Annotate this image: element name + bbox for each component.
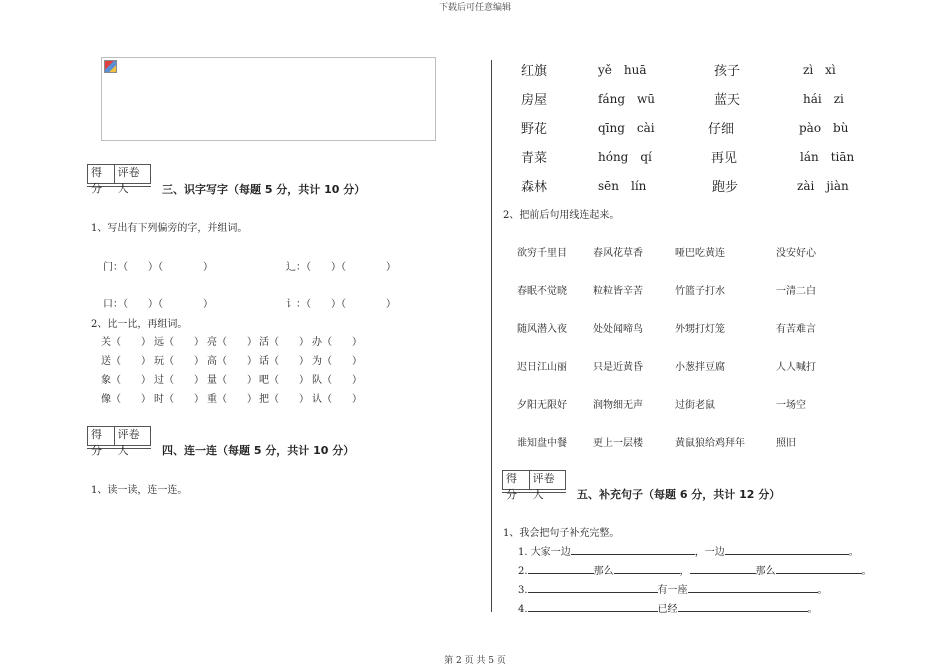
phrase-cell: 更上一层楼 xyxy=(593,438,643,449)
phrase-cell: 一场空 xyxy=(776,400,806,411)
blank[interactable] xyxy=(688,583,818,593)
match-pinyin: hái zi xyxy=(803,92,844,106)
grader-label: 评卷人 xyxy=(114,427,150,445)
fill-line-2 xyxy=(518,562,872,577)
compare-row xyxy=(101,390,365,409)
blank[interactable] xyxy=(690,564,756,574)
fill-connector: 那么 xyxy=(593,566,614,577)
match-pinyin: qīng cài xyxy=(598,121,655,135)
phrase-cell: 人人喊打 xyxy=(776,362,816,373)
phrase-cell: 润物细无声 xyxy=(593,400,643,411)
compare-cell: 认（ ） xyxy=(312,394,362,405)
image-placeholder xyxy=(101,57,436,141)
match-word: 仔细 xyxy=(708,122,735,137)
match-pinyin: yě huā xyxy=(598,63,647,77)
compare-cell: 远（ ） xyxy=(154,337,204,348)
header-note: 下载后可任意编辑 xyxy=(438,3,511,13)
fill-number: 4. xyxy=(518,604,528,615)
match-word: 野花 xyxy=(521,122,548,137)
match-pinyin: hóng qí xyxy=(598,150,652,164)
section3-q2: 2、比一比，再组词。 xyxy=(91,319,188,330)
compare-row xyxy=(101,352,365,371)
fill-line-3 xyxy=(518,581,828,596)
fill-connector: ， xyxy=(679,566,690,577)
score-label: 得分 xyxy=(506,472,517,501)
fill-end: 。 xyxy=(848,547,859,558)
phrase-cell: 迟日江山丽 xyxy=(517,362,567,373)
fill-number: 3. xyxy=(518,585,528,596)
compare-cell: 话（ ） xyxy=(259,356,309,367)
match-pinyin: zài jiàn xyxy=(797,179,849,193)
radical-chuo: 辶：（ ）（ ） xyxy=(286,262,396,273)
phrase-cell: 小葱拌豆腐 xyxy=(675,362,725,373)
compare-cell: 像（ ） xyxy=(101,394,151,405)
section4-q1: 1、读一读，连一连。 xyxy=(91,485,188,496)
fill-connector: 那么 xyxy=(755,566,776,577)
compare-cell: 量（ ） xyxy=(207,375,257,386)
compare-cell: 时（ ） xyxy=(154,394,204,405)
blank[interactable] xyxy=(678,602,808,612)
fill-end: 。 xyxy=(807,604,818,615)
compare-row xyxy=(101,371,365,390)
blank[interactable] xyxy=(528,583,658,593)
blank[interactable] xyxy=(528,564,594,574)
fill-end: 。 xyxy=(817,585,828,596)
score-box-5 xyxy=(502,470,566,501)
section3-title: 三、识字写字（每题 5 分，共计 10 分） xyxy=(162,183,366,196)
fill-end: 。 xyxy=(861,566,872,577)
phrase-cell: 春风花草香 xyxy=(593,248,643,259)
blank[interactable] xyxy=(776,564,862,574)
match-pinyin: pào bù xyxy=(799,121,849,135)
blank[interactable] xyxy=(571,545,695,555)
match-word: 跑步 xyxy=(712,180,739,195)
phrase-cell: 照旧 xyxy=(776,438,796,449)
phrase-cell: 过街老鼠 xyxy=(675,400,715,411)
section5-q1: 1、我会把句子补充完整。 xyxy=(503,528,620,539)
phrase-cell: 竹篮子打水 xyxy=(675,286,725,297)
grader-label: 评卷人 xyxy=(114,165,150,183)
phrase-cell: 没安好心 xyxy=(776,248,816,259)
phrase-cell: 春眠不觉晓 xyxy=(517,286,567,297)
score-box-3 xyxy=(87,164,151,195)
phrase-cell: 欲穷千里目 xyxy=(517,248,567,259)
phrase-cell: 外甥打灯笼 xyxy=(675,324,725,335)
compare-cell: 高（ ） xyxy=(207,356,257,367)
section3-q1: 1、写出有下列偏旁的字，并组词。 xyxy=(91,223,248,234)
phrase-cell: 只是近黄昏 xyxy=(593,362,643,373)
section5-title: 五、补充句子（每题 6 分，共计 12 分） xyxy=(577,488,781,501)
phrase-cell: 粒粒皆辛苦 xyxy=(593,286,643,297)
radical-kou: 口：（ ）（ ） xyxy=(103,299,213,310)
section4-title: 四、连一连（每题 5 分，共计 10 分） xyxy=(162,444,355,457)
match-pinyin: zì xì xyxy=(803,63,836,77)
blank[interactable] xyxy=(725,545,849,555)
compare-cell: 办（ ） xyxy=(312,337,362,348)
compare-cell: 象（ ） xyxy=(101,375,151,386)
match-word: 青菜 xyxy=(521,151,548,166)
fill-number: 2. xyxy=(518,566,528,577)
phrase-cell: 处处闻啼鸟 xyxy=(593,324,643,335)
grader-label: 评卷人 xyxy=(529,471,565,489)
score-box-4 xyxy=(87,426,151,457)
radical-yan: 讠：（ ）（ ） xyxy=(286,299,396,310)
compare-table xyxy=(101,333,365,409)
compare-cell: 送（ ） xyxy=(101,356,151,367)
phrase-cell: 有苦难言 xyxy=(776,324,816,335)
phrase-cell: 黄鼠狼给鸡拜年 xyxy=(675,438,745,449)
compare-cell: 把（ ） xyxy=(259,394,309,405)
compare-cell: 玩（ ） xyxy=(154,356,204,367)
blank[interactable] xyxy=(614,564,680,574)
compare-cell: 重（ ） xyxy=(207,394,257,405)
phrase-cell: 夕阳无限好 xyxy=(517,400,567,411)
phrase-cell: 一清二白 xyxy=(776,286,816,297)
phrase-cell: 哑巴吃黄连 xyxy=(675,248,725,259)
match-word: 红旗 xyxy=(521,64,548,79)
match-word: 蓝天 xyxy=(714,93,741,108)
match-word: 孩子 xyxy=(714,64,741,79)
compare-cell: 队（ ） xyxy=(312,375,362,386)
column-divider xyxy=(491,60,492,612)
compare-cell: 吧（ ） xyxy=(259,375,309,386)
match-word: 森林 xyxy=(521,180,548,195)
blank[interactable] xyxy=(528,602,658,612)
match-word: 再见 xyxy=(711,151,738,166)
match-pinyin: lán tiān xyxy=(800,150,855,164)
compare-cell: 活（ ） xyxy=(259,337,309,348)
fill-connector: ，一边 xyxy=(694,547,725,558)
score-label: 得分 xyxy=(91,428,102,457)
fill-number: 1. 大家一边 xyxy=(518,547,571,558)
match-pinyin: sēn lín xyxy=(598,179,647,193)
fill-connector: 有一座 xyxy=(657,585,688,596)
fill-line-1 xyxy=(518,543,859,558)
phrase-cell: 谁知盘中餐 xyxy=(517,438,567,449)
compare-cell: 为（ ） xyxy=(312,356,362,367)
compare-cell: 关（ ） xyxy=(101,337,151,348)
fill-connector: 已经 xyxy=(657,604,678,615)
match-pinyin: fáng wū xyxy=(598,92,656,106)
page-footer: 第 2 页 共 5 页 xyxy=(444,656,506,666)
score-label: 得分 xyxy=(91,166,102,195)
connect-q2: 2、把前后句用线连起来。 xyxy=(503,210,620,221)
phrase-cell: 随风潜入夜 xyxy=(517,324,567,335)
match-word: 房屋 xyxy=(521,93,548,108)
fill-line-4 xyxy=(518,600,818,615)
compare-cell: 亮（ ） xyxy=(207,337,257,348)
compare-cell: 过（ ） xyxy=(154,375,204,386)
compare-row xyxy=(101,333,365,352)
radical-men: 门：（ ）（ ） xyxy=(103,262,213,273)
broken-image-icon xyxy=(104,60,117,73)
